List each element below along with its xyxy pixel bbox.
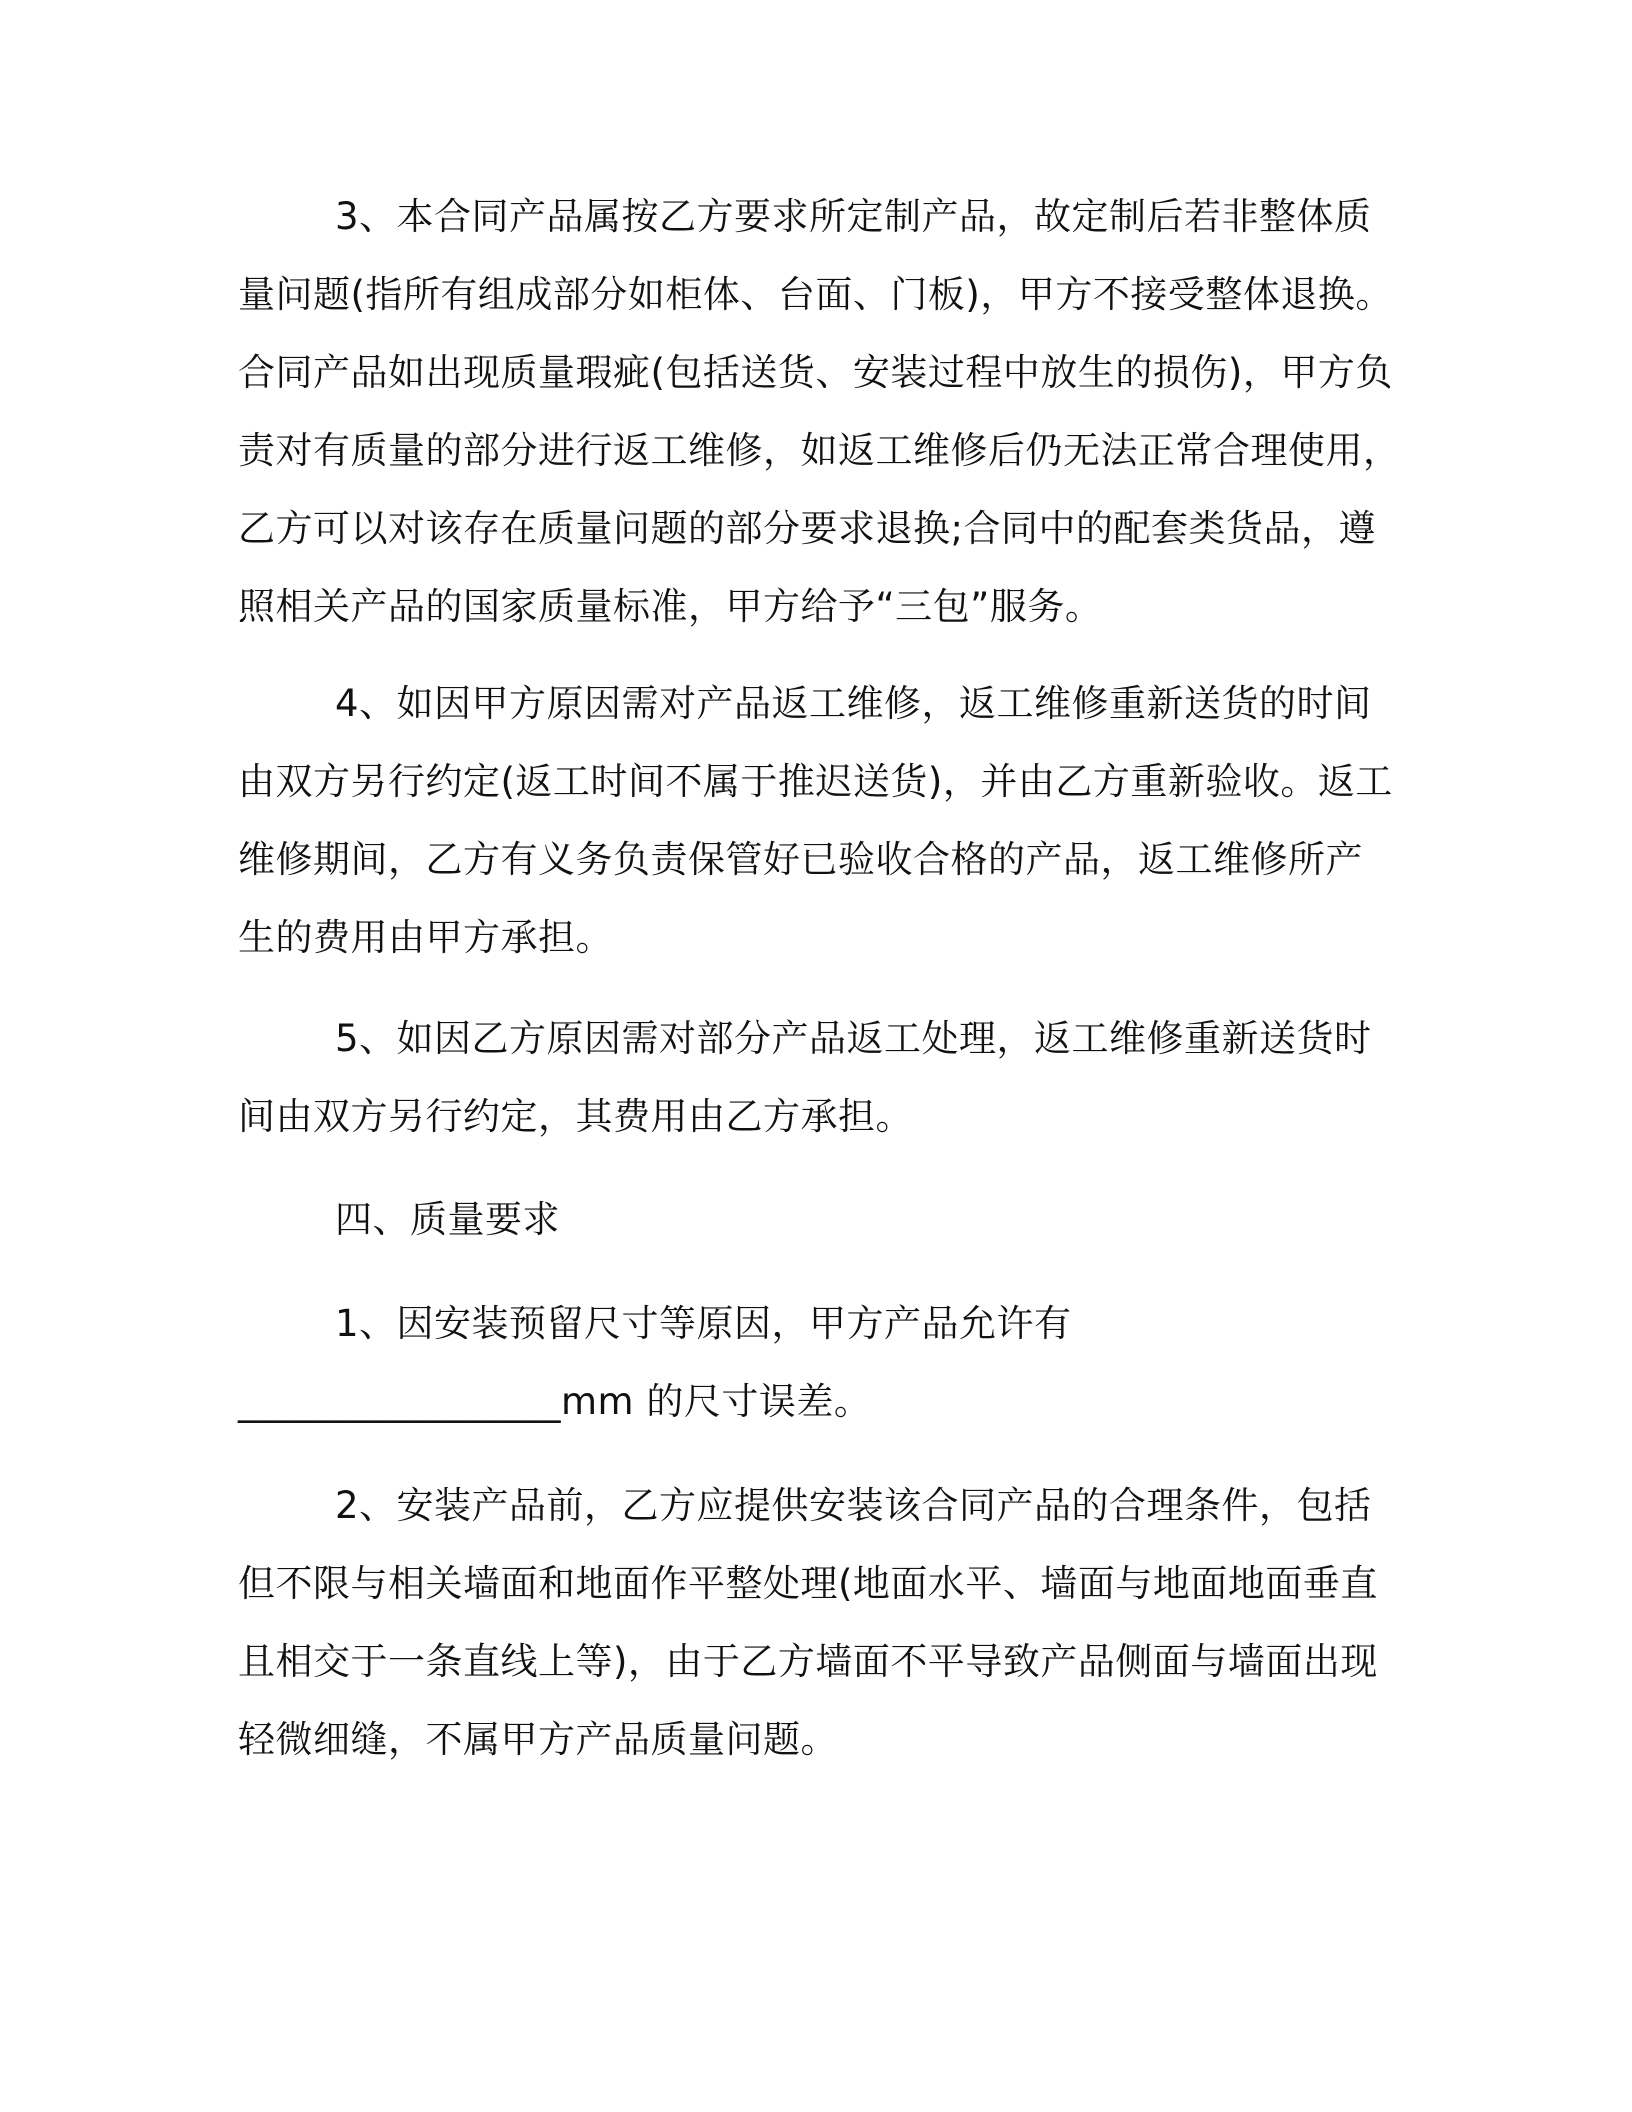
text-line: 照相关产品的国家质量标准，甲方给予“三包”服务。 (238, 585, 1103, 628)
text-line: 2、安装产品前，乙方应提供安装该合同产品的合理条件，包括 (335, 1484, 1372, 1527)
text-line: 5、如因乙方原因需对部分产品返工处理，返工维修重新送货时 (335, 1017, 1372, 1060)
section-heading: 四、质量要求 (335, 1198, 560, 1241)
clause-4-paragraph (238, 665, 1393, 977)
text-line: 责对有质量的部分进行返工维修，如返工维修后仍无法正常合理使用， (238, 429, 1401, 472)
clause-5-paragraph (238, 1000, 1388, 1156)
text-line: 但不限与相关墙面和地面作平整处理(地面水平、墙面与地面地面垂直 (238, 1562, 1378, 1605)
quality-clause-1-paragraph (238, 1285, 1388, 1441)
tolerance-blank-line: _________________mm 的尺寸误差。 (238, 1380, 872, 1423)
text-line: 维修期间，乙方有义务负责保管好已验收合格的产品，返工维修所产 (238, 838, 1363, 881)
text-line: 1、因安装预留尺寸等原因，甲方产品允许有 (335, 1302, 1072, 1345)
quality-clause-2-paragraph (238, 1467, 1388, 1779)
text-line: 生的费用由甲方承担。 (238, 916, 613, 959)
text-line: 由双方另行约定(返工时间不属于推迟送货)，并由乙方重新验收。返工 (238, 760, 1393, 803)
text-line: 4、如因甲方原因需对产品返工维修，返工维修重新送货的时间 (335, 682, 1372, 725)
text-line: 轻微细缝，不属甲方产品质量问题。 (238, 1718, 838, 1761)
text-line: 3、本合同产品属按乙方要求所定制产品，故定制后若非整体质 (335, 195, 1372, 238)
text-line: 合同产品如出现质量瑕疵(包括送货、安装过程中放生的损伤)，甲方负 (238, 351, 1393, 394)
text-line: 乙方可以对该存在质量问题的部分要求退换;合同中的配套类货品，遵 (238, 507, 1376, 550)
text-line: 间由双方另行约定，其费用由乙方承担。 (238, 1095, 913, 1138)
section-heading-quality-requirements (238, 1181, 1388, 1259)
text-line: 且相交于一条直线上等)，由于乙方墙面不平导致产品侧面与墙面出现 (238, 1640, 1378, 1683)
clause-3-paragraph (238, 178, 1401, 646)
text-line: 量问题(指所有组成部分如柜体、台面、门板)，甲方不接受整体退换。 (238, 273, 1393, 316)
